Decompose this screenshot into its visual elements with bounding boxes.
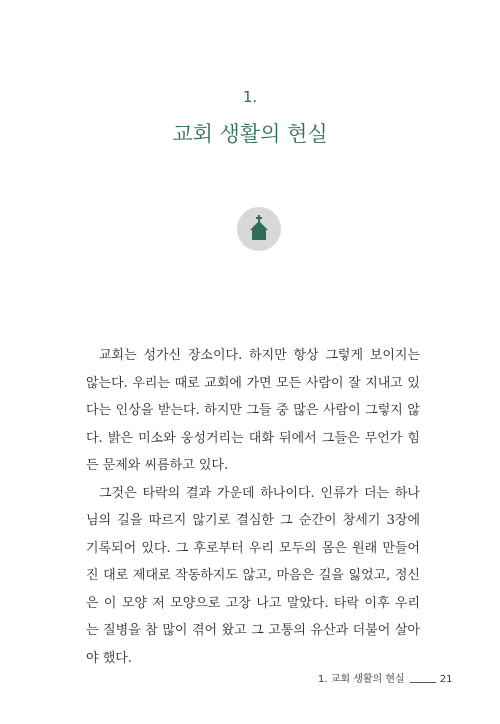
running-title: 1. 교회 생활의 현실 [318,674,405,685]
church-icon [237,207,281,251]
body-text [86,342,420,672]
footer-rule [410,682,436,683]
church-emblem [237,207,281,251]
chapter-number: 1. [242,88,258,106]
page-footer [318,670,453,686]
body-paragraph-2: 그것은 타락의 결과 가운데 하나이다. 인류가 더는 하나님의 길을 따르지 않기로 결심한 그 순간이 창세기 3장에 기록되어 있다. 그 후로부터 우리 모두의 몸은 원래 만들어진 대로 제대로 작동하지도 않고, 마음은 길을 잃었고, 정신은 이 모양 저 모양으로 고장 나고 말았다. 타락 이후 우리는 질병을 참 많이 겪어 왔고 그 고통의 유산과 더불어 살아야 했다. [86,485,420,666]
page-number: 21 [439,674,453,685]
chapter-title: 교회 생활의 현실 [172,122,328,146]
body-paragraph-1: 교회는 성가신 장소이다. 하지만 항상 그렇게 보이지는 않는다. 우리는 때로 교회에 가면 모든 사람이 잘 지내고 있다는 인상을 받는다. 하지만 그들 중 많은 사람이 그렇지 않다. 밝은 미소와 웅성거리는 대화 뒤에서 그들은 무언가 힘든 문제와 씨름하고 있다. [86,348,420,473]
